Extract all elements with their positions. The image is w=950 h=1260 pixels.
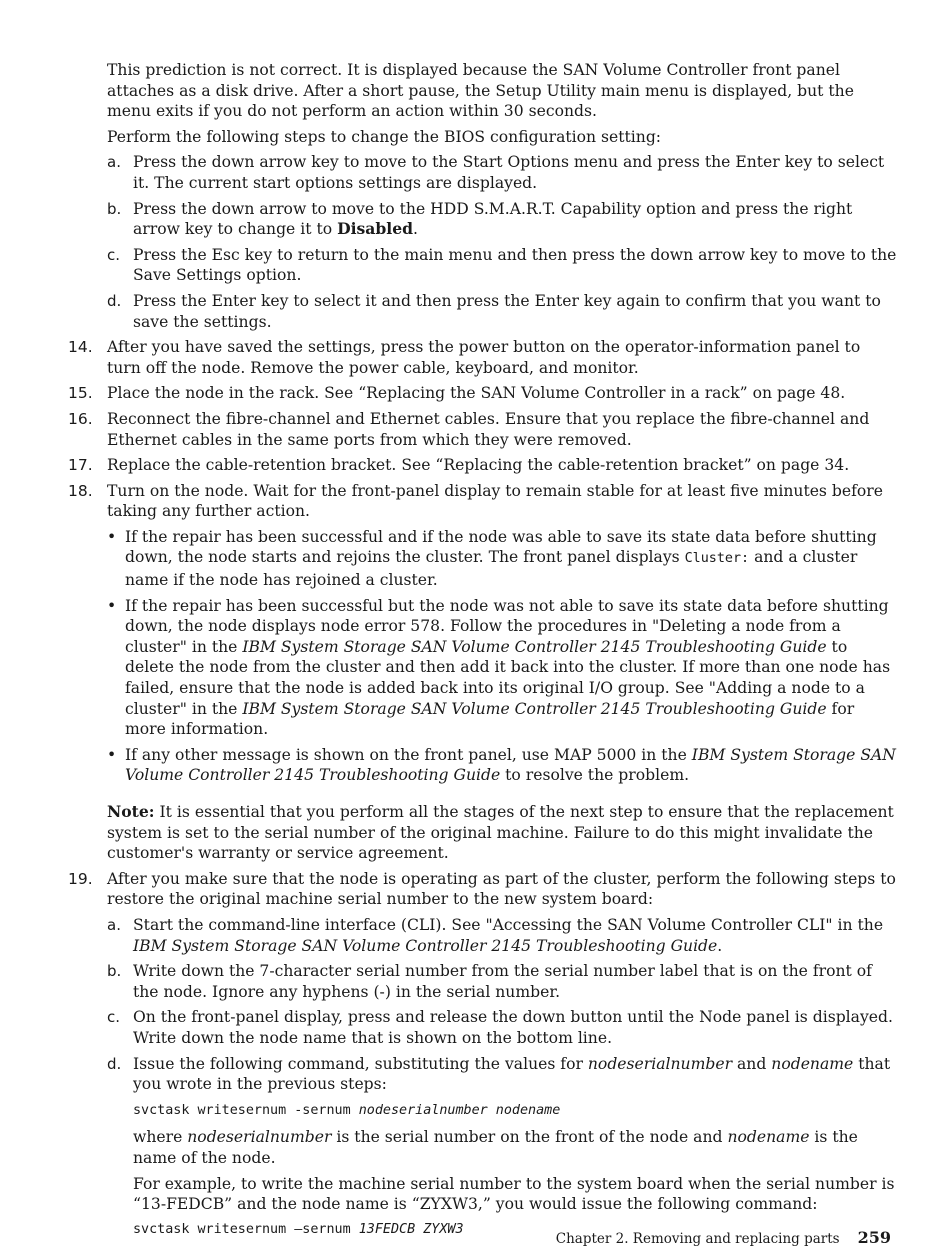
variable-name: nodename xyxy=(771,1054,854,1073)
bullet-text: for more information. xyxy=(125,699,855,739)
chapter-title: Chapter 2. Removing and replacing parts xyxy=(555,1231,840,1247)
bullet-marker: • xyxy=(107,596,117,615)
step-18 xyxy=(68,481,897,786)
book-title: IBM System Storage SAN Volume Controller 2145 Troubleshooting Guide xyxy=(242,637,827,656)
page-footer xyxy=(556,1228,891,1250)
bullet-marker: • xyxy=(107,745,117,764)
substep-text: . xyxy=(717,936,723,955)
bullet-item xyxy=(107,527,897,591)
substep-text: Issue the following command, substituting the values for xyxy=(133,1054,588,1073)
step-number: 17. xyxy=(68,456,93,475)
list-marker: b. xyxy=(107,199,122,218)
example-paragraph: For example, to write the machine serial number to the system board when the serial number is “13-FEDCB” and the node name is “ZYXW3,” you would issue the following command: xyxy=(133,1174,895,1214)
command-text: svctask writesernum -sernum xyxy=(133,1102,359,1118)
inline-code: Cluster: xyxy=(684,551,750,567)
step-18-bullets xyxy=(107,527,897,786)
substep-a xyxy=(107,915,897,956)
bios-step-text: Press the Enter key to select it and then press the Enter key again to confirm that you want to save the settings. xyxy=(133,291,881,331)
book-title: IBM System Storage SAN Volume Controller 2145 Troubleshooting Guide xyxy=(133,936,718,955)
page-number: 259 xyxy=(857,1228,891,1247)
substep-text: On the front-panel display, press and release the down button until the Node panel is displayed. Write down the node name that is shown on the bottom line. xyxy=(133,1008,893,1047)
list-marker: c. xyxy=(107,245,121,264)
bios-step-d xyxy=(107,291,897,332)
command-text: svctask writesernum –sernum xyxy=(133,1221,359,1237)
note-label: Note: xyxy=(107,802,155,821)
list-marker: c. xyxy=(107,1008,121,1027)
list-marker: a. xyxy=(107,153,121,172)
step-number: 14. xyxy=(68,338,93,357)
paragraph-text: is the serial number on the front of the node and xyxy=(331,1128,728,1147)
bios-step-text: Press the Esc key to return to the main menu and then press the down arrow key to move to the Save Settings option. xyxy=(133,245,897,285)
variable-name: nodeserialnumber xyxy=(187,1128,332,1147)
bold-term: Disabled xyxy=(337,219,414,239)
book-title: IBM System Storage SAN Volume Controller 2145 Troubleshooting Guide xyxy=(242,699,827,718)
where-paragraph xyxy=(133,1127,897,1168)
bios-step-text: Press the down arrow to move to the HDD S.M.A.R.T. Capability option and press the right arrow key to change it to xyxy=(133,199,853,239)
step-19 xyxy=(68,869,897,1241)
page-content xyxy=(68,60,897,1246)
bullet-marker: • xyxy=(107,527,117,546)
bullet-item xyxy=(107,596,897,740)
bullet-text: to delete the node from the cluster and then add it back into the cluster. If more than one node has failed, ensure that the node is added back into its original I/O group. See "Adding a node to a cluster" in the xyxy=(125,637,891,718)
bullet-text: to resolve the problem. xyxy=(500,766,690,785)
note-text: It is essential that you perform all the stages of the next step to ensure that the replacement system is set to the serial number of the original machine. Failure to do this might invalidate the customer's warranty or service agreement. xyxy=(107,803,894,863)
bullet-text: If the repair has been successful but the node was not able to save its state data before shutting down, the node displays node error 578. Follow the procedures in "Deleting a node from a cluster" in the xyxy=(125,596,889,656)
step-15 xyxy=(68,383,897,404)
command-syntax xyxy=(133,1101,897,1122)
bios-step-c xyxy=(107,245,897,286)
step-number: 16. xyxy=(68,409,93,428)
step-19-substeps xyxy=(107,915,897,1240)
paragraph-text: is the name of the node. xyxy=(133,1128,858,1167)
step-text: Place the node in the rack. See “Replacing the SAN Volume Controller in a rack” on page 48. xyxy=(107,384,846,403)
variable-name: nodeserialnumber xyxy=(587,1054,733,1073)
bios-step-a xyxy=(107,152,897,193)
substep-text: Write down the 7-character serial number from the serial number label that is on the front of the node. Ignore any hyphens (-) in the serial number. xyxy=(133,962,872,1001)
substep-b xyxy=(107,961,897,1002)
step-text: Reconnect the fibre-channel and Ethernet cables. Ensure that you replace the fibre-channel and Ethernet cables in the same ports from which they were removed. xyxy=(107,409,870,449)
step-number: 15. xyxy=(68,384,93,403)
book-title: IBM System Storage SAN Volume Controller 2145 Troubleshooting Guide xyxy=(125,745,896,785)
intro-paragraph-1: This prediction is not correct. It is displayed because the SAN Volume Controller front panel attaches as a disk drive. After a short pause, the Setup Utility main menu is displayed, but the menu exits if you do not perform an action within 30 seconds. xyxy=(107,61,854,121)
bullet-text: and a cluster name if the node has rejoined a cluster. xyxy=(125,548,858,590)
bios-step-text: . xyxy=(413,220,419,239)
step-text: Turn on the node. Wait for the front-panel display to remain stable for at least five minutes before taking any further action. xyxy=(107,481,883,521)
list-marker: d. xyxy=(107,291,122,310)
substep-text: and xyxy=(732,1054,772,1073)
note-paragraph xyxy=(107,802,897,864)
substep-text: Start the command-line interface (CLI). See "Accessing the SAN Volume Controller CLI" in the xyxy=(133,915,884,934)
command-values: 13FEDCB ZYXW3 xyxy=(358,1221,464,1237)
bullet-text: If any other message is shown on the front panel, use MAP 5000 in the xyxy=(125,745,692,764)
command-variables: nodeserialnumber nodename xyxy=(358,1102,561,1118)
paragraph-text: where xyxy=(133,1128,188,1147)
bios-step-b xyxy=(107,199,897,240)
substep-d xyxy=(107,1054,897,1241)
step-14 xyxy=(68,337,897,378)
step-text: After you have saved the settings, press the power button on the operator-information panel to turn off the node. Remove the power cable, keyboard, and monitor. xyxy=(107,338,861,377)
bullet-item xyxy=(107,745,897,786)
step-16 xyxy=(68,409,897,450)
substep-c xyxy=(107,1007,897,1048)
bios-step-text: Press the down arrow key to move to the Start Options menu and press the Enter key to select it. The current start options settings are displayed. xyxy=(133,153,885,192)
step-17 xyxy=(68,455,897,476)
step-text: Replace the cable-retention bracket. See “Replacing the cable-retention bracket” on page 34. xyxy=(107,456,850,475)
list-marker: a. xyxy=(107,915,121,934)
bullet-text: If the repair has been successful and if the node was able to save its state data before shutting down, the node starts and rejoins the cluster. The front panel displays xyxy=(125,527,877,567)
step-text: After you make sure that the node is operating as part of the cluster, perform the following steps to restore the original machine serial number to the new system board: xyxy=(107,869,896,909)
list-marker: d. xyxy=(107,1054,122,1073)
step-number: 18. xyxy=(68,481,93,500)
intro-paragraph-2: Perform the following steps to change the BIOS configuration setting: xyxy=(107,127,662,146)
list-marker: b. xyxy=(107,962,122,981)
bios-steps-list xyxy=(107,152,897,332)
variable-name: nodename xyxy=(727,1128,810,1147)
step-number: 19. xyxy=(68,869,93,888)
substep-text: that you wrote in the previous steps: xyxy=(133,1054,891,1094)
